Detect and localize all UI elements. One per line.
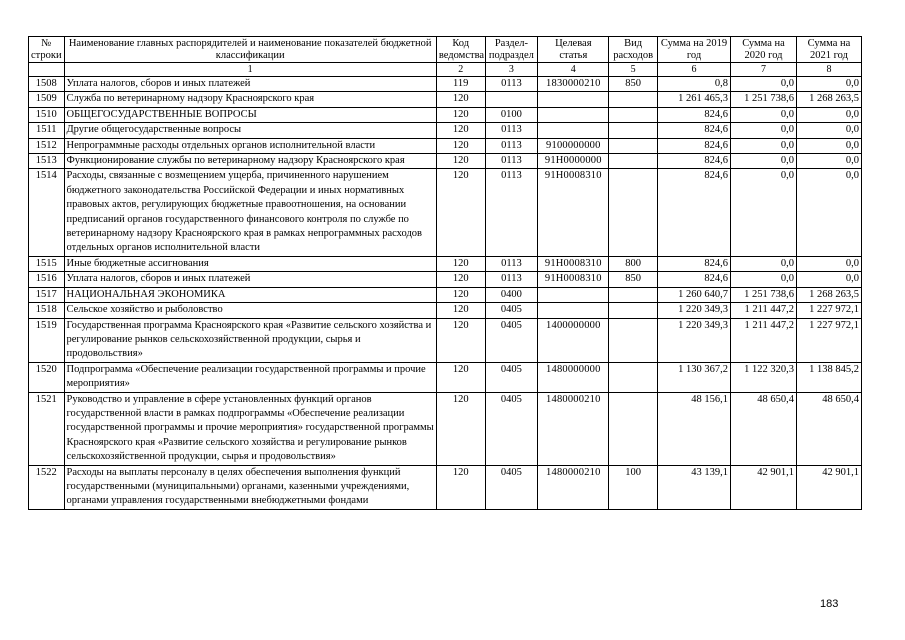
column-number: 6 (658, 63, 731, 77)
row-section: 0113 (485, 77, 538, 92)
row-target-article: 1480000000 (538, 362, 609, 392)
row-expense-kind (609, 123, 658, 138)
table-row (29, 107, 862, 122)
table-row (29, 465, 862, 509)
table-row (29, 303, 862, 318)
row-sum-2019: 824,6 (658, 107, 731, 122)
column-number: 1 (64, 63, 436, 77)
row-sum-2020: 1 122 320,3 (731, 362, 797, 392)
row-target-article (538, 123, 609, 138)
row-name: Расходы, связанные с возмещением ущерба, причиненного нарушением бюджетного законодательства Российской Федерации и иных нормативных правовых актов, регулирующих бюджетные правоотношения, на основании предписаний органов государственного финансового контроля по службе по ветеринарному надзору Красноярского края в рамках непрограммных расходов отдельных органов исполнительной власти (64, 169, 436, 256)
table-row (29, 287, 862, 302)
table-row (29, 154, 862, 169)
column-number: 2 (436, 63, 485, 77)
row-target-article: 1480000210 (538, 392, 609, 465)
row-number: 1509 (29, 92, 65, 107)
row-sum-2019: 824,6 (658, 272, 731, 287)
row-name: Функционирование службы по ветеринарному надзору Красноярского края (64, 154, 436, 169)
row-sum-2019: 1 260 640,7 (658, 287, 731, 302)
row-department-code: 120 (436, 362, 485, 392)
row-sum-2021: 0,0 (796, 138, 861, 153)
row-section: 0405 (485, 392, 538, 465)
table-row (29, 256, 862, 271)
row-name: Расходы на выплаты персоналу в целях обеспечения выполнения функций государственными (муниципальными) органами, казенными учреждениями, органами управления государственными внебюджетными фондами (64, 465, 436, 509)
row-number: 1508 (29, 77, 65, 92)
row-department-code: 120 (436, 107, 485, 122)
row-sum-2019: 1 130 367,2 (658, 362, 731, 392)
row-number: 1518 (29, 303, 65, 318)
row-sum-2019: 824,6 (658, 154, 731, 169)
row-expense-kind (609, 362, 658, 392)
row-section: 0405 (485, 318, 538, 362)
row-section: 0113 (485, 123, 538, 138)
row-sum-2021: 0,0 (796, 256, 861, 271)
row-section: 0400 (485, 287, 538, 302)
budget-table-body (29, 77, 862, 510)
row-sum-2020: 0,0 (731, 256, 797, 271)
row-sum-2019: 824,6 (658, 256, 731, 271)
table-row (29, 318, 862, 362)
row-sum-2020: 1 211 447,2 (731, 318, 797, 362)
row-target-article (538, 287, 609, 302)
row-sum-2019: 1 220 349,3 (658, 318, 731, 362)
row-sum-2021: 0,0 (796, 77, 861, 92)
row-department-code: 120 (436, 138, 485, 153)
row-sum-2021: 0,0 (796, 272, 861, 287)
row-name: Подпрограмма «Обеспечение реализации государственной программы и прочие мероприятия» (64, 362, 436, 392)
row-expense-kind (609, 303, 658, 318)
row-sum-2021: 0,0 (796, 107, 861, 122)
row-sum-2020: 0,0 (731, 154, 797, 169)
row-name: НАЦИОНАЛЬНАЯ ЭКОНОМИКА (64, 287, 436, 302)
table-row (29, 362, 862, 392)
header-row-number: № строки (29, 37, 65, 63)
row-expense-kind (609, 92, 658, 107)
row-sum-2020: 1 251 738,6 (731, 92, 797, 107)
row-section: 0100 (485, 107, 538, 122)
column-number: 3 (485, 63, 538, 77)
row-sum-2019: 1 220 349,3 (658, 303, 731, 318)
row-expense-kind (609, 169, 658, 256)
column-number: 7 (731, 63, 797, 77)
row-sum-2020: 0,0 (731, 272, 797, 287)
row-expense-kind (609, 138, 658, 153)
row-target-article (538, 92, 609, 107)
row-number: 1516 (29, 272, 65, 287)
row-number: 1515 (29, 256, 65, 271)
column-number: 8 (796, 63, 861, 77)
row-name: Другие общегосударственные вопросы (64, 123, 436, 138)
header-row (29, 37, 862, 63)
row-department-code: 120 (436, 169, 485, 256)
table-row (29, 77, 862, 92)
table-row (29, 392, 862, 465)
page-number: 183 (820, 598, 839, 610)
row-name: Руководство и управление в сфере установленных функций органов государственной власти в рамках подпрограммы «Обеспечение реализации государственной программы и прочие мероприятия» государственной программы Красноярского края «Развитие сельского хозяйства и регулирование рынков сельскохозяйственной продукции, сырья и продовольствия» (64, 392, 436, 465)
row-sum-2021: 0,0 (796, 154, 861, 169)
row-target-article: 91Н0008310 (538, 256, 609, 271)
row-target-article: 91Н0000000 (538, 154, 609, 169)
header-target-article: Целевая статья (538, 37, 609, 63)
row-number: 1517 (29, 287, 65, 302)
row-department-code: 120 (436, 123, 485, 138)
row-name: Служба по ветеринарному надзору Красноярского края (64, 92, 436, 107)
header-expense-kind: Вид расходов (609, 37, 658, 63)
row-name: Непрограммные расходы отдельных органов исполнительной власти (64, 138, 436, 153)
header-sum-2019: Сумма на 2019 год (658, 37, 731, 63)
table-row (29, 169, 862, 256)
row-expense-kind: 850 (609, 77, 658, 92)
row-section: 0405 (485, 362, 538, 392)
row-number: 1520 (29, 362, 65, 392)
table-row (29, 92, 862, 107)
row-department-code: 120 (436, 256, 485, 271)
row-sum-2019: 1 261 465,3 (658, 92, 731, 107)
header-sum-2021: Сумма на 2021 год (796, 37, 861, 63)
row-target-article: 1400000000 (538, 318, 609, 362)
row-department-code: 120 (436, 287, 485, 302)
row-expense-kind (609, 287, 658, 302)
row-sum-2020: 42 901,1 (731, 465, 797, 509)
row-target-article: 1480000210 (538, 465, 609, 509)
row-number: 1510 (29, 107, 65, 122)
row-sum-2021: 1 138 845,2 (796, 362, 861, 392)
row-target-article: 91Н0008310 (538, 169, 609, 256)
row-sum-2020: 48 650,4 (731, 392, 797, 465)
row-department-code: 120 (436, 272, 485, 287)
row-number: 1513 (29, 154, 65, 169)
row-department-code: 120 (436, 465, 485, 509)
row-sum-2019: 824,6 (658, 169, 731, 256)
row-target-article (538, 107, 609, 122)
row-name: Иные бюджетные ассигнования (64, 256, 436, 271)
row-name: Уплата налогов, сборов и иных платежей (64, 77, 436, 92)
table-row (29, 272, 862, 287)
column-number-row (29, 63, 862, 77)
row-number: 1519 (29, 318, 65, 362)
row-sum-2021: 0,0 (796, 169, 861, 256)
row-department-code: 120 (436, 318, 485, 362)
row-section: 0405 (485, 303, 538, 318)
row-sum-2021: 1 227 972,1 (796, 303, 861, 318)
row-expense-kind: 100 (609, 465, 658, 509)
row-department-code: 120 (436, 303, 485, 318)
row-number: 1522 (29, 465, 65, 509)
row-expense-kind (609, 107, 658, 122)
row-section: 0113 (485, 154, 538, 169)
row-sum-2019: 824,6 (658, 123, 731, 138)
row-section: 0113 (485, 256, 538, 271)
row-sum-2020: 1 251 738,6 (731, 287, 797, 302)
row-sum-2019: 824,6 (658, 138, 731, 153)
row-section: 0113 (485, 138, 538, 153)
row-department-code: 120 (436, 154, 485, 169)
row-name: Государственная программа Красноярского края «Развитие сельского хозяйства и регулирование рынков сельскохозяйственной продукции, сырья и продовольствия» (64, 318, 436, 362)
row-section (485, 92, 538, 107)
row-name: Уплата налогов, сборов и иных платежей (64, 272, 436, 287)
table-row (29, 138, 862, 153)
row-target-article (538, 303, 609, 318)
header-section: Раздел-подраздел (485, 37, 538, 63)
row-sum-2021: 1 268 263,5 (796, 92, 861, 107)
row-number: 1514 (29, 169, 65, 256)
header-name: Наименование главных распорядителей и наименование показателей бюджетной классификации (64, 37, 436, 63)
row-expense-kind (609, 392, 658, 465)
row-sum-2021: 1 268 263,5 (796, 287, 861, 302)
row-department-code: 120 (436, 92, 485, 107)
row-sum-2021: 42 901,1 (796, 465, 861, 509)
row-section: 0405 (485, 465, 538, 509)
row-target-article: 91Н0008310 (538, 272, 609, 287)
row-name: ОБЩЕГОСУДАРСТВЕННЫЕ ВОПРОСЫ (64, 107, 436, 122)
row-target-article: 1830000210 (538, 77, 609, 92)
row-department-code: 119 (436, 77, 485, 92)
row-name: Сельское хозяйство и рыболовство (64, 303, 436, 318)
row-sum-2021: 0,0 (796, 123, 861, 138)
row-sum-2019: 48 156,1 (658, 392, 731, 465)
row-number: 1512 (29, 138, 65, 153)
row-sum-2020: 0,0 (731, 107, 797, 122)
row-section: 0113 (485, 169, 538, 256)
header-department-code: Код ведомства (436, 37, 485, 63)
column-number: 5 (609, 63, 658, 77)
row-sum-2020: 1 211 447,2 (731, 303, 797, 318)
row-expense-kind: 800 (609, 256, 658, 271)
row-expense-kind (609, 154, 658, 169)
row-sum-2020: 0,0 (731, 77, 797, 92)
budget-table (28, 36, 862, 510)
row-number: 1511 (29, 123, 65, 138)
row-number: 1521 (29, 392, 65, 465)
row-expense-kind: 850 (609, 272, 658, 287)
row-sum-2020: 0,0 (731, 123, 797, 138)
row-sum-2021: 48 650,4 (796, 392, 861, 465)
column-number: 4 (538, 63, 609, 77)
row-expense-kind (609, 318, 658, 362)
row-department-code: 120 (436, 392, 485, 465)
row-sum-2019: 43 139,1 (658, 465, 731, 509)
row-sum-2020: 0,0 (731, 169, 797, 256)
header-sum-2020: Сумма на 2020 год (731, 37, 797, 63)
column-number (29, 63, 65, 77)
row-sum-2019: 0,8 (658, 77, 731, 92)
row-sum-2020: 0,0 (731, 138, 797, 153)
row-sum-2021: 1 227 972,1 (796, 318, 861, 362)
row-target-article: 9100000000 (538, 138, 609, 153)
row-section: 0113 (485, 272, 538, 287)
table-row (29, 123, 862, 138)
